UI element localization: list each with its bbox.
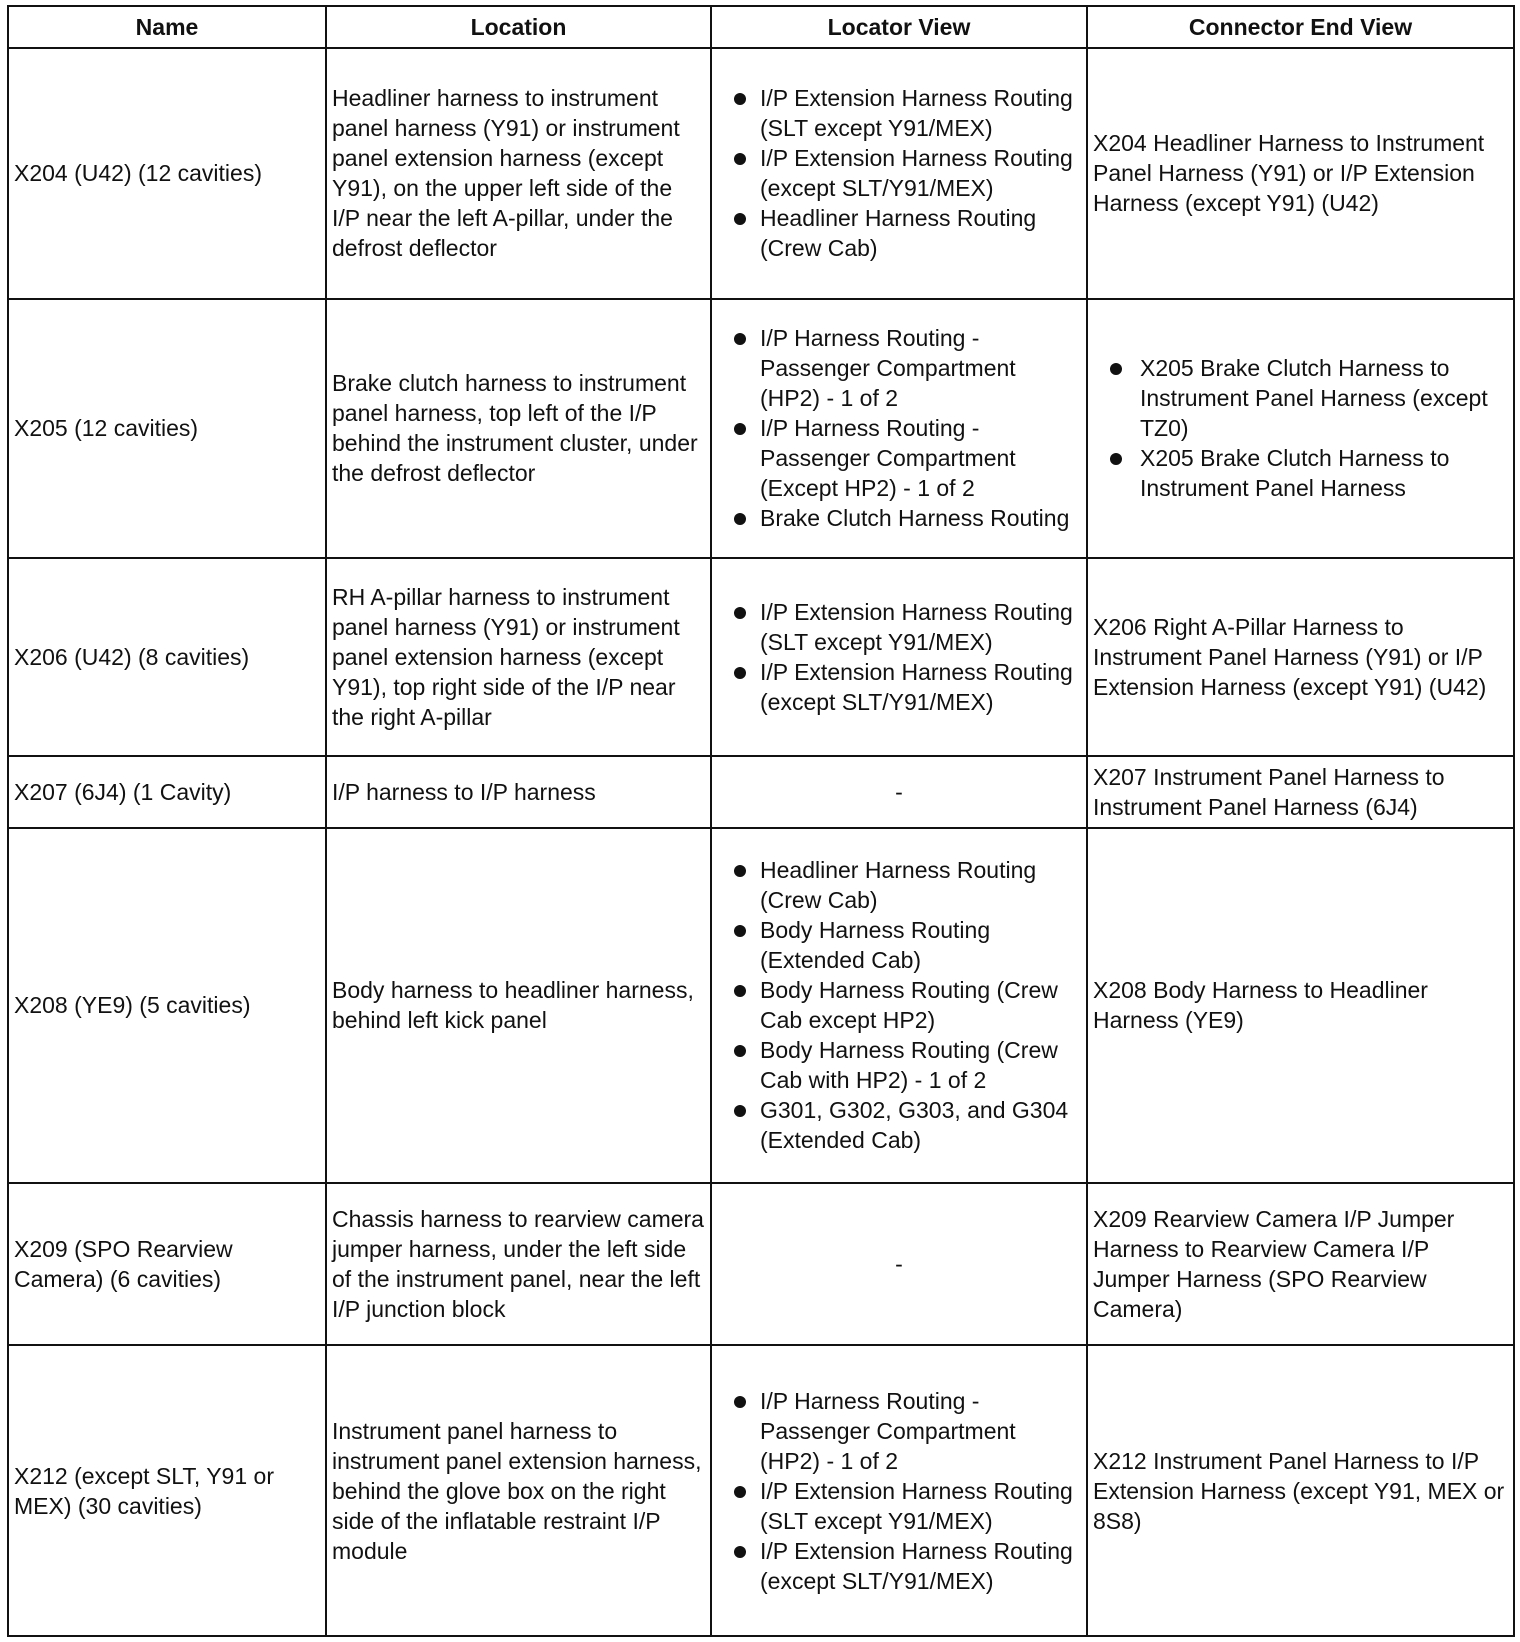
location-cell: Brake clutch harness to instrument panel harness, top left of the I/P behind the instrument cluster, under the defrost deflector bbox=[326, 299, 711, 559]
table-row bbox=[8, 756, 1514, 828]
header-location: Location bbox=[326, 6, 711, 48]
locator-item: I/P Extension Harness Routing (except SLT/Y91/MEX) bbox=[734, 657, 1081, 717]
locator-item: I/P Extension Harness Routing (SLT except Y91/MEX) bbox=[734, 83, 1081, 143]
locator-item: I/P Extension Harness Routing (SLT except Y91/MEX) bbox=[734, 1476, 1081, 1536]
locator-item: I/P Harness Routing - Passenger Compartment (HP2) - 1 of 2 bbox=[734, 323, 1081, 413]
locator-item: Headliner Harness Routing (Crew Cab) bbox=[734, 855, 1081, 915]
header-connector-end-view: Connector End View bbox=[1087, 6, 1514, 48]
name-cell: X208 (YE9) (5 cavities) bbox=[8, 828, 326, 1183]
name-cell: X204 (U42) (12 cavities) bbox=[8, 48, 326, 299]
locator-item: Body Harness Routing (Crew Cab with HP2) - 1 of 2 bbox=[734, 1035, 1081, 1095]
locator-view-cell bbox=[711, 48, 1087, 299]
name-cell: X205 (12 cavities) bbox=[8, 299, 326, 559]
location-cell: I/P harness to I/P harness bbox=[326, 756, 711, 828]
header-name: Name bbox=[8, 6, 326, 48]
location-cell: Chassis harness to rearview camera jumper harness, under the left side of the instrument panel, near the left I/P junction block bbox=[326, 1183, 711, 1345]
connector-view-cell: X206 Right A-Pillar Harness to Instrument Panel Harness (Y91) or I/P Extension Harness (except Y91) (U42) bbox=[1087, 558, 1514, 755]
locator-view-cell bbox=[711, 558, 1087, 755]
locator-item: I/P Extension Harness Routing (SLT except Y91/MEX) bbox=[734, 597, 1081, 657]
connector-item: X205 Brake Clutch Harness to Instrument Panel Harness (except TZ0) bbox=[1110, 353, 1508, 443]
locator-view-cell bbox=[711, 299, 1087, 559]
location-cell: RH A-pillar harness to instrument panel harness (Y91) or instrument panel extension harness (except Y91), top right side of the I/P near the right A-pillar bbox=[326, 558, 711, 755]
locator-item: G301, G302, G303, and G304 (Extended Cab) bbox=[734, 1095, 1081, 1155]
locator-view-cell bbox=[711, 828, 1087, 1183]
locator-item: Body Harness Routing (Extended Cab) bbox=[734, 915, 1081, 975]
locator-item: Headliner Harness Routing (Crew Cab) bbox=[734, 203, 1081, 263]
locator-item: I/P Extension Harness Routing (except SLT/Y91/MEX) bbox=[734, 143, 1081, 203]
connector-view-cell: X207 Instrument Panel Harness to Instrument Panel Harness (6J4) bbox=[1087, 756, 1514, 828]
name-cell: X212 (except SLT, Y91 or MEX) (30 cavities) bbox=[8, 1345, 326, 1636]
header-locator-view: Locator View bbox=[711, 6, 1087, 48]
locator-item: I/P Harness Routing - Passenger Compartment (Except HP2) - 1 of 2 bbox=[734, 413, 1081, 503]
table-row bbox=[8, 48, 1514, 299]
connector-item: X205 Brake Clutch Harness to Instrument Panel Harness bbox=[1110, 443, 1508, 503]
name-cell: X206 (U42) (8 cavities) bbox=[8, 558, 326, 755]
locator-item: I/P Harness Routing - Passenger Compartment (HP2) - 1 of 2 bbox=[734, 1386, 1081, 1476]
connector-view-cell: X209 Rearview Camera I/P Jumper Harness to Rearview Camera I/P Jumper Harness (SPO Rearview Camera) bbox=[1087, 1183, 1514, 1345]
connector-view-cell: X212 Instrument Panel Harness to I/P Extension Harness (except Y91, MEX or 8S8) bbox=[1087, 1345, 1514, 1636]
table-row bbox=[8, 828, 1514, 1183]
table-row bbox=[8, 299, 1514, 559]
name-cell: X207 (6J4) (1 Cavity) bbox=[8, 756, 326, 828]
locator-view-cell bbox=[711, 1345, 1087, 1636]
table-row bbox=[8, 1183, 1514, 1345]
connector-view-cell: X204 Headliner Harness to Instrument Panel Harness (Y91) or I/P Extension Harness (except Y91) (U42) bbox=[1087, 48, 1514, 299]
connector-table bbox=[7, 5, 1515, 1637]
locator-view-cell: - bbox=[711, 1183, 1087, 1345]
location-cell: Headliner harness to instrument panel harness (Y91) or instrument panel extension harness (except Y91), on the upper left side of the I/P near the left A-pillar, under the defrost deflector bbox=[326, 48, 711, 299]
locator-view-cell: - bbox=[711, 756, 1087, 828]
name-cell: X209 (SPO Rearview Camera) (6 cavities) bbox=[8, 1183, 326, 1345]
connector-view-cell: X208 Body Harness to Headliner Harness (YE9) bbox=[1087, 828, 1514, 1183]
locator-item: Brake Clutch Harness Routing bbox=[734, 503, 1081, 533]
header-row bbox=[8, 6, 1514, 48]
table-row bbox=[8, 1345, 1514, 1636]
locator-item: Body Harness Routing (Crew Cab except HP2) bbox=[734, 975, 1081, 1035]
location-cell: Body harness to headliner harness, behind left kick panel bbox=[326, 828, 711, 1183]
locator-item: I/P Extension Harness Routing (except SLT/Y91/MEX) bbox=[734, 1536, 1081, 1596]
table-row bbox=[8, 558, 1514, 755]
connector-view-cell bbox=[1087, 299, 1514, 559]
location-cell: Instrument panel harness to instrument panel extension harness, behind the glove box on the right side of the inflatable restraint I/P module bbox=[326, 1345, 711, 1636]
